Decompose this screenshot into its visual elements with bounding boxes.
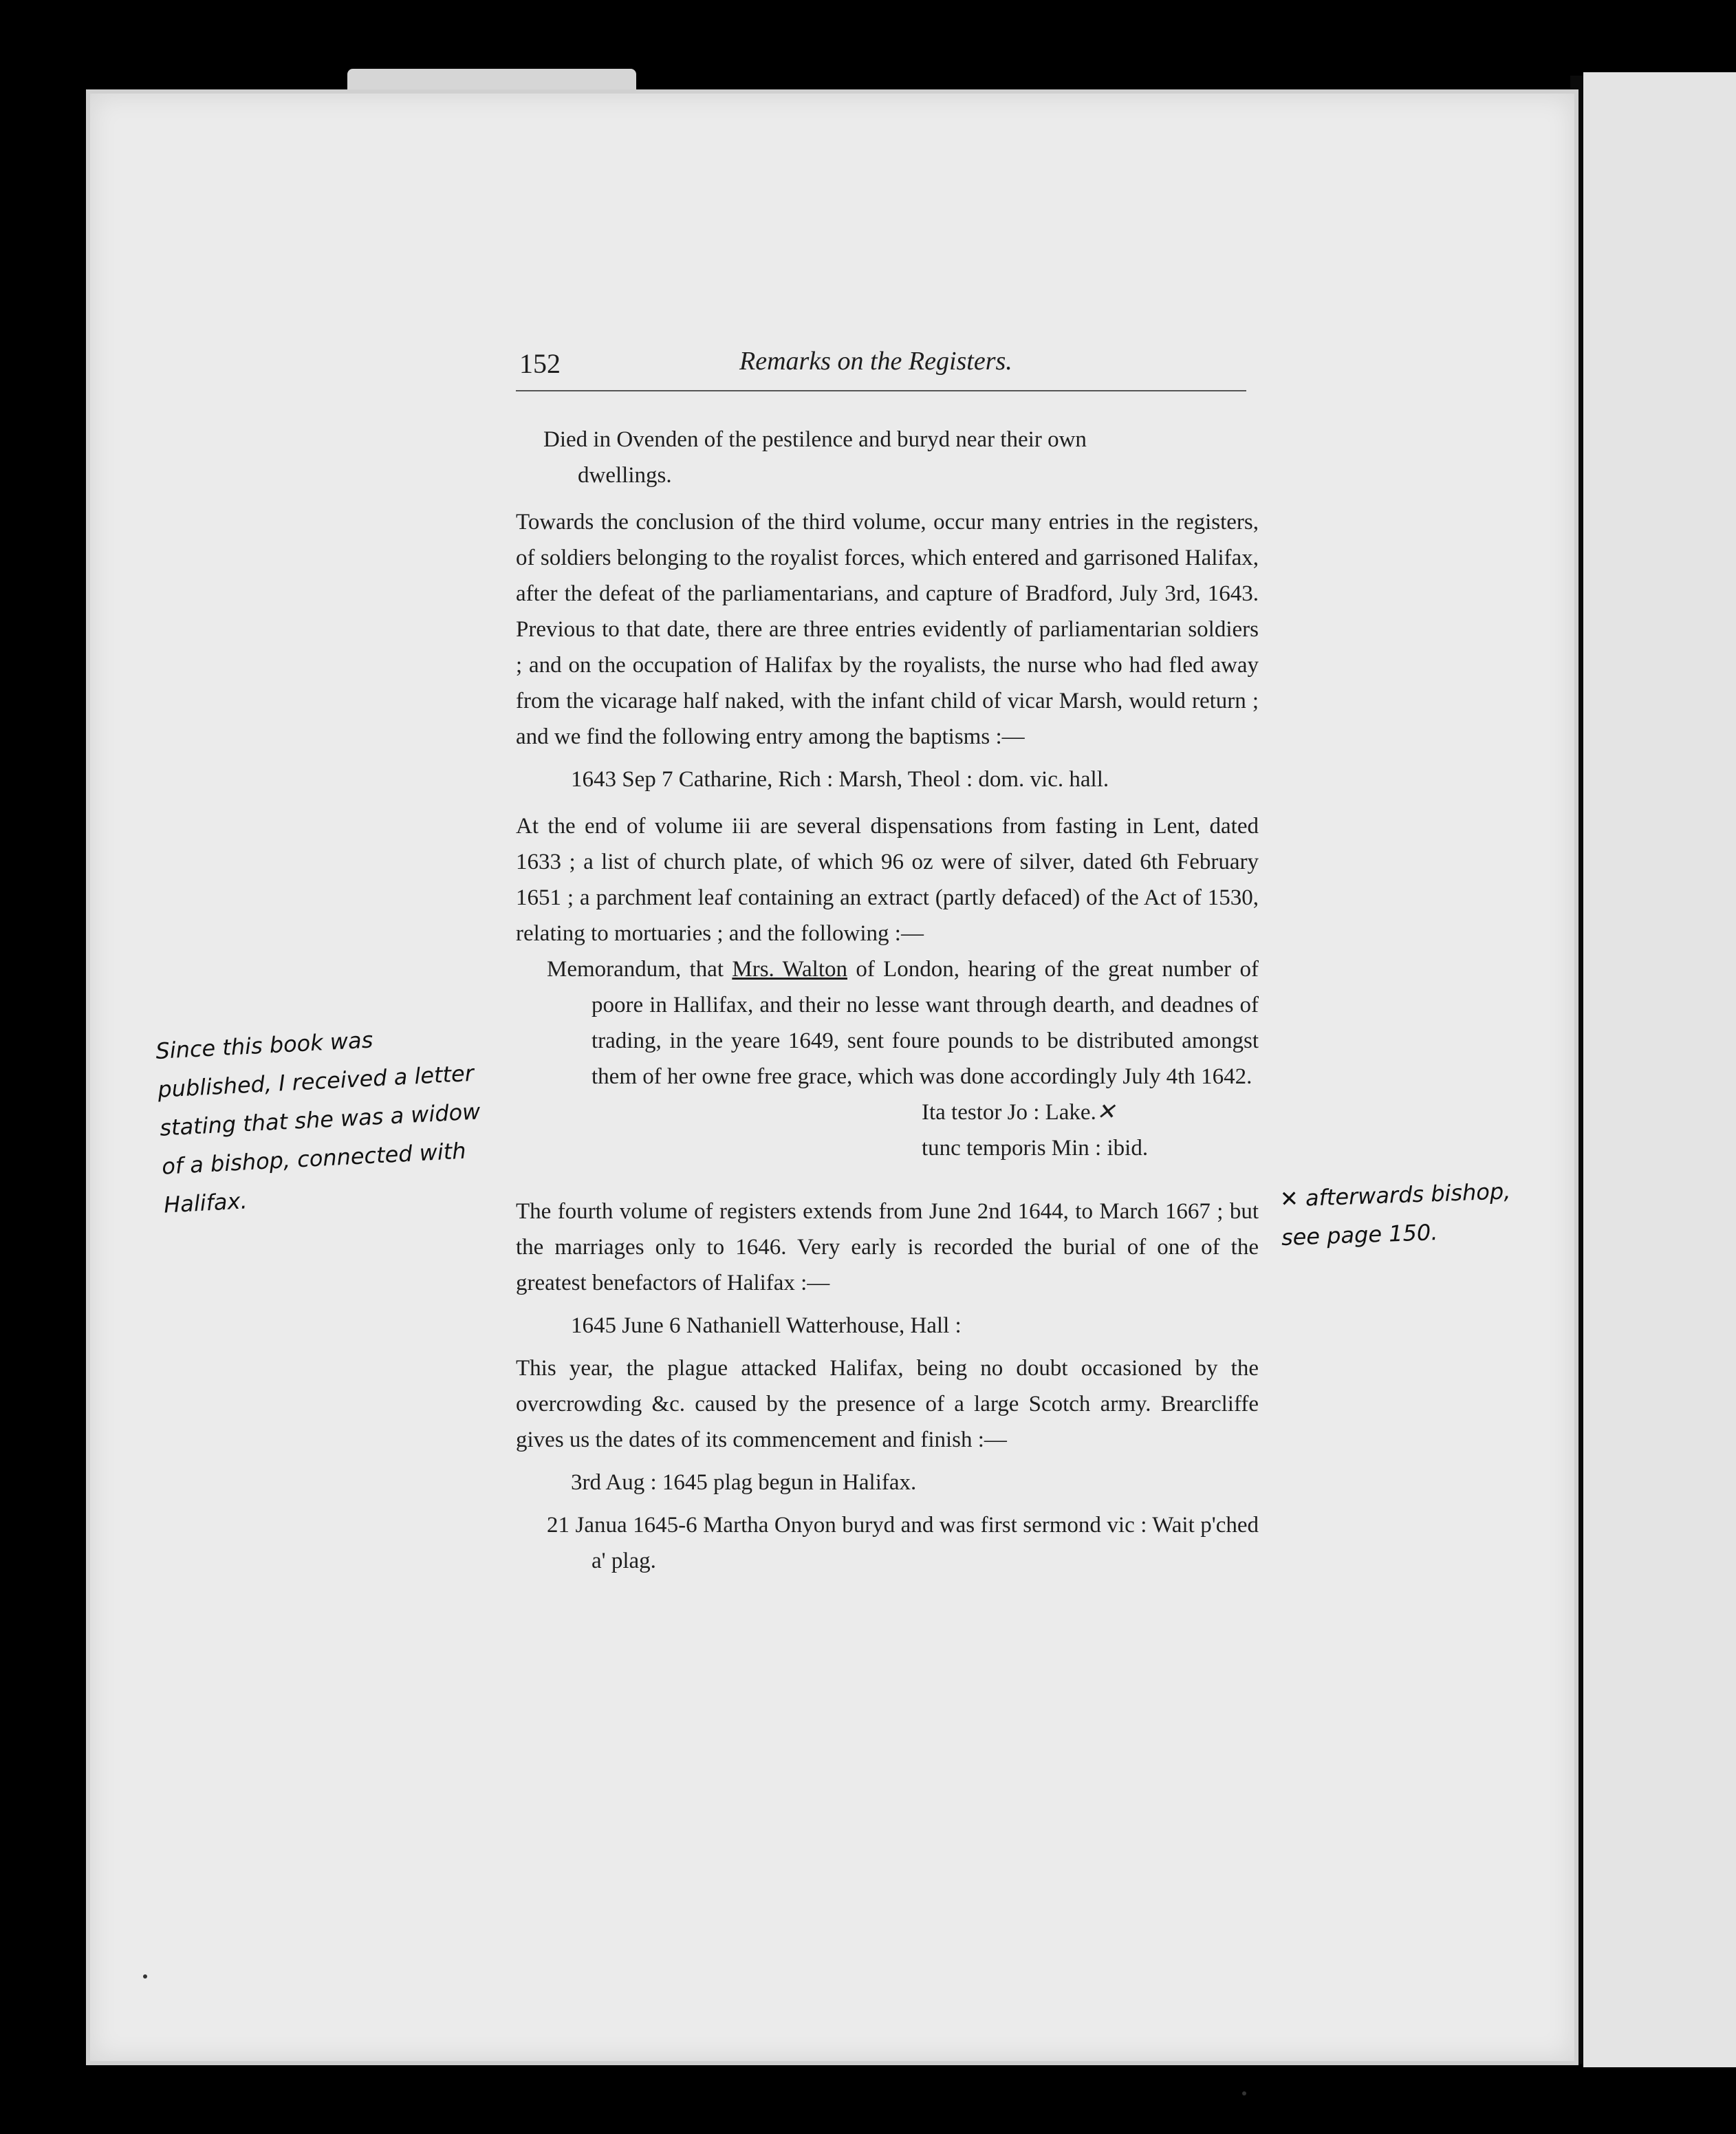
paragraph-royalist-soldiers: Towards the conclusion of the third volume, occur many entries in the registers, of soldiers belonging to the royalist forces, which entered and garrisoned Halifax, after the defeat of the parliamentarians, and capture of Bradford, July 3rd, 1643. Previous to that date, there are three entries evidently of parliamentarian soldiers ; and on the occupation of Halifax by the royalists, the nurse who had fled away from the vicarage half naked, with the infant child of vicar Marsh, would return ; and we find the following entry among the baptisms :— bbox=[516, 510, 1259, 749]
register-entry-1643: 1643 Sep 7 Catharine, Rich : Marsh, Theol : dom. vic. hall. bbox=[571, 767, 1109, 792]
note-left-line-1: Since this book was bbox=[155, 1026, 374, 1064]
running-head bbox=[516, 341, 1266, 382]
signature-line-2: tunc temporis Min : ibid. bbox=[922, 1136, 1149, 1161]
signature-text: Ita testor Jo : Lake. bbox=[922, 1100, 1096, 1125]
paragraph-volume-iii: At the end of volume iii are several dispensations from fasting in Lent, dated 1633 ; a list of church plate, of which 96 oz were of silver, dated 6th February 1651 ; a parchment leaf containing an extract (partly defaced) of the Act of 1530, relating to mortuaries ; and the following :— bbox=[516, 814, 1259, 946]
note-left-line-2: published, I received a letter bbox=[157, 1059, 475, 1103]
page-content bbox=[516, 341, 1266, 1573]
handwritten-note-right bbox=[1279, 1170, 1578, 1257]
scan-speck bbox=[1242, 2091, 1246, 2095]
quote-line-2: dwellings. bbox=[578, 463, 672, 488]
note-right-line-1: ✕ afterwards bishop, bbox=[1279, 1178, 1511, 1212]
handwritten-note-left bbox=[155, 1011, 556, 1224]
paragraph-fourth-volume: The fourth volume of registers extends from June 2nd 1644, to March 1667 ; but the marriages only to 1646. Very early is recorded the burial of one of the greatest benefactors of Halifax :— bbox=[516, 1199, 1259, 1295]
paragraph-plague: This year, the plague attacked Halifax, being no doubt occasioned by the overcrowding &c. caused by the presence of a large Scotch army. Brearcliffe gives us the dates of its commencement and finish :— bbox=[516, 1356, 1259, 1452]
signature-line-1 bbox=[516, 1095, 1259, 1130]
page-number: 152 bbox=[519, 348, 561, 379]
note-left-line-3: stating that she was a widow bbox=[159, 1098, 481, 1141]
running-title: Remarks on the Registers. bbox=[739, 347, 1012, 376]
register-entry-janua-1645: 21 Janua 1645-6 Martha Onyon buryd and was first sermond vic : Wait p'ched a' plag. bbox=[547, 1513, 1259, 1573]
note-left-line-5: Halifax. bbox=[163, 1187, 248, 1218]
register-entry-1645-june: 1645 June 6 Nathaniell Watterhouse, Hall : bbox=[571, 1313, 962, 1338]
memo-text-end: of London, hearing of the great number of poore in Hallifax, and their no lesse want through dearth, and deadnes of trading, in the yeare 1649, sent foure pounds to be distributed amongst them of her owne free grace, which was done accordingly July 4th 1642. bbox=[592, 957, 1259, 1089]
quoted-entry-ovenden bbox=[516, 422, 1259, 493]
quote-line-1: Died in Ovenden of the pestilence and buryd near their own bbox=[543, 427, 1087, 452]
memo-text-start: Memorandum, that bbox=[547, 957, 733, 982]
register-entry-aug-1645: 3rd Aug : 1645 plag begun in Halifax. bbox=[571, 1470, 917, 1495]
note-right-line-2: see page 150. bbox=[1281, 1219, 1439, 1251]
scan-speck bbox=[143, 1974, 147, 1979]
next-page-edge bbox=[1583, 72, 1736, 2067]
body-text bbox=[516, 422, 1259, 1579]
memorandum bbox=[516, 951, 1259, 1095]
note-left-line-4: of a bishop, connected with bbox=[161, 1137, 467, 1180]
header-rule bbox=[516, 390, 1246, 391]
spacer bbox=[516, 1166, 1259, 1194]
handwritten-cross-mark: ✕ bbox=[1096, 1100, 1116, 1125]
memo-name-underlined: Mrs. Walton bbox=[732, 957, 847, 982]
